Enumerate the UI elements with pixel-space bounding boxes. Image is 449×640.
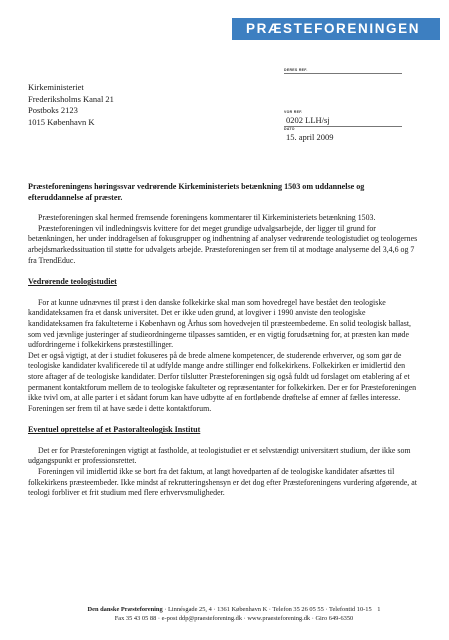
organization-banner	[232, 18, 440, 40]
intro-paragraph-2: Præsteforeningen vil indledningsvis kvittere for det meget grundige udvalgsarbejde, der ligger til grund for betænkningen, her under inddragelsen af fokusgrupper og indhentning af analyser vedrørende teologistudiet og teologernes arbejdsmarkedssituation til støtte for udvalgets arbejde. Præsteforeningen ser frem til at modtage analyserne del 3,4,6 og 7 fra TrendEduc.	[28, 223, 418, 265]
section2-paragraph-2: Foreningen vil imidlertid ikke se bort fra det faktum, at langt hovedparten af de teologiske kandidater afsættes til folkekirkens præsteembeder. Ikke mindst af rekrutteringshensyn er det dog efter Præsteforeningens vurdering afgørende, at teologi forbliver et frit studium med flere erhvervsmuligheder.	[28, 467, 417, 498]
their-reference-label: DERES REF.	[284, 68, 308, 72]
letter-subject: Præsteforeningens høringssvar vedrørende Kirkeministeriets betænkning 1503 om uddannelse og efteruddannelse af præster.	[28, 182, 365, 202]
recipient-line-2: Frederiksholms Kanal 21	[28, 93, 114, 104]
page-number: 1	[377, 606, 381, 613]
section2-paragraph-1: Det er for Præsteforeningen vigtigt at fastholde, at teologistudiet er et selvstændigt universitært studium, der ikke som udgangspunkt er professionsrettet.	[28, 445, 411, 466]
section1-paragraph-1: For at kunne udnævnes til præst i den danske folkekirke skal man som hovedregel have bestået den teologiske kandidateksamen fra et dansk universitet. Det er ikke uden grund, at lovgiver i 1990 anviste den teologiske kandidateksamen fra fakulteterne i København og Århus som hovedvejen til præsteembedeme. En solid teologisk ballast, som ved jævnlige justeringer af studieordningerne tilpasses samtiden, er en vigtig forudsætning for, at præsten kan møde udfordringerne i folkekirkens præstestillinger.	[28, 297, 412, 350]
date-value: 15. april 2009	[286, 132, 334, 142]
letter-footer	[24, 605, 444, 623]
footer-line-1	[24, 605, 444, 614]
section-heading-pastoral-institute: Eventuel oprettelse af et Pastoralteologisk Institut	[28, 425, 201, 435]
recipient-line-1: Kirkeministeriet	[28, 82, 84, 92]
footer-line-2: Fax 35 43 05 88 · e-post ddp@praesteforening.dk · www.praesteforening.dk · Giro 649-6350	[114, 615, 354, 622]
date-block	[284, 127, 404, 143]
section1-paragraph-2: Det er også vigtigt, at der i studiet fokuseres på de brede almene kompetencer, de studerende erhverver, og som gør de teologiske kandidater kvalificerede til at udfylde mange andre stillinger end folkekirkens. Folkekirken er imidlertid den store aftager af de teologiske kandidater. Derfor tilslutter Præsteforeningen sig også fuldt ud forslaget om etablering af et permanent kontaktforum mellem de to teologiske fakulteter og repræsentanter for folkekirken. Der er for Præsteforeningen ikke tvivl om, at alle parter i et sådant forum kan have udbytte af en fortløbende drøftelse af emner af fælles interesse. Foreningen ser frem til at have sæde i dette kontaktforum.	[28, 350, 417, 413]
recipient-line-3: Postboks 2123	[28, 105, 78, 115]
their-reference-rule	[284, 73, 402, 74]
section-heading-theology-studies: Vedrørende teologistudiet	[28, 277, 117, 287]
footer-contact-details: · Linnésgade 25, 4 · 1361 København K · Telefon 35 26 05 55 · Telefontid 10-15	[164, 606, 372, 613]
recipient-address	[28, 82, 114, 128]
intro-paragraph-1: Præsteforeningen skal hermed fremsende foreningens kommentarer til Kirkeministeriets betænkning 1503.	[38, 213, 376, 223]
their-reference-block	[284, 68, 404, 74]
recipient-line-4: 1015 København K	[28, 116, 95, 127]
our-reference-block	[284, 110, 404, 127]
letter-body	[28, 182, 420, 499]
organization-banner-text: PRÆSTEFORENINGEN	[246, 21, 421, 36]
our-reference-label: VOR REF.	[284, 110, 303, 114]
footer-organization-name: Den danske Præsteforening	[87, 606, 163, 613]
date-label: DATO	[284, 127, 295, 131]
our-reference-value: 0202 LLH/sj	[286, 115, 330, 125]
